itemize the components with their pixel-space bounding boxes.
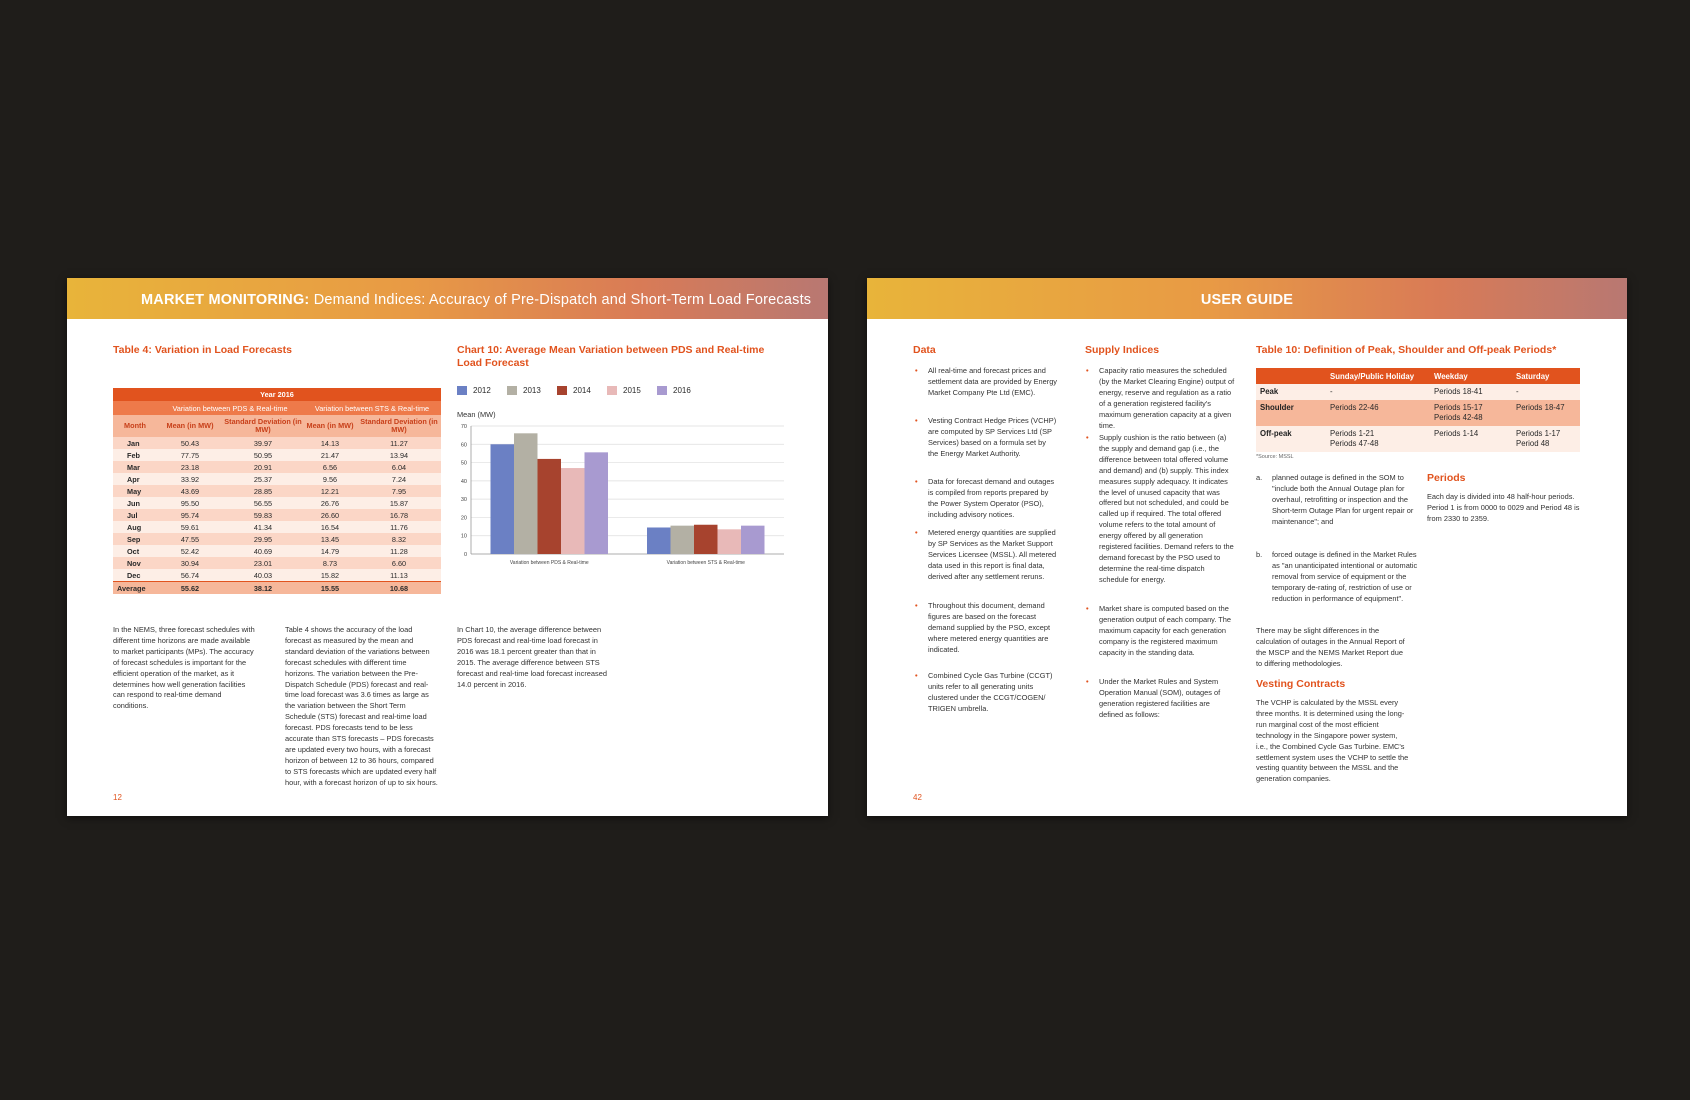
table-row	[113, 461, 441, 473]
table-group-header-sts: Variation between STS & Real-time	[303, 401, 441, 415]
table10-header	[1256, 368, 1326, 384]
period-type-cell: Shoulder	[1256, 400, 1326, 426]
y-tick-label: 0	[463, 552, 467, 558]
bullet-text: Throughout this document, demand figures are based on the forecast demand supplied by the PSO, except where metered energy quantities are indicated.	[928, 601, 1051, 654]
value-cell: 23.18	[157, 461, 223, 473]
value-cell: 39.97	[223, 437, 303, 449]
bullet-icon: •	[915, 601, 918, 610]
avg-cell: 38.12	[223, 582, 303, 595]
x-category-label: Variation between STS & Real-time	[666, 560, 745, 566]
bar-2013-pds	[514, 433, 538, 554]
y-tick-label: 70	[460, 424, 467, 430]
period-type-cell: Off-peak	[1256, 426, 1326, 452]
period-type-cell: Peak	[1256, 384, 1326, 400]
legend-item	[607, 386, 641, 395]
vesting-contracts-heading: Vesting Contracts	[1256, 678, 1346, 690]
y-tick-label: 20	[460, 515, 467, 522]
bullet-text: Vesting Contract Hedge Prices (VCHP) are computed by SP Services Ltd (SP Services) based on a formula set by the Energy Market Authority.	[928, 416, 1057, 458]
bullet-item	[1086, 604, 1235, 659]
value-cell: 13.94	[357, 449, 441, 461]
period-cell: Periods 18-47	[1512, 400, 1580, 426]
bullet-item	[1086, 433, 1235, 586]
col-header-month: Month	[113, 415, 157, 437]
table-body	[113, 437, 441, 582]
banner-title-bold: MARKET MONITORING:	[141, 292, 310, 308]
value-cell: 8.32	[357, 533, 441, 545]
bullet-icon: •	[1086, 433, 1089, 442]
chart10-title: Chart 10: Average Mean Variation between PDS and Real-time Load Forecast	[457, 344, 765, 369]
table10-header: Weekday	[1430, 368, 1512, 384]
value-cell: 43.69	[157, 485, 223, 497]
value-cell: 12.21	[303, 485, 357, 497]
periods-heading: Periods	[1427, 472, 1466, 484]
page-number: 42	[913, 793, 922, 802]
table-average-row	[113, 582, 441, 595]
bullet-item	[915, 477, 1058, 521]
month-cell: Jul	[113, 509, 157, 521]
bar-2016-sts	[741, 526, 765, 554]
period-cell: -	[1512, 384, 1580, 400]
value-cell: 7.95	[357, 485, 441, 497]
value-cell: 41.34	[223, 521, 303, 533]
value-cell: 40.03	[223, 569, 303, 582]
legend-label: 2016	[673, 386, 691, 395]
col-header-sd: Standard Deviation (in MW)	[223, 415, 303, 437]
period-cell: Periods 22-46	[1326, 400, 1430, 426]
bar-2015-pds	[561, 468, 585, 554]
value-cell: 11.76	[357, 521, 441, 533]
value-cell: 20.91	[223, 461, 303, 473]
y-tick-label: 50	[460, 460, 467, 467]
x-category-label: Variation between PDS & Real-time	[509, 560, 589, 566]
period-cell: Periods 1-21 Periods 47-48	[1326, 426, 1430, 452]
periods-text: Each day is divided into 48 half-hour periods. Period 1 is from 0000 to 0029 and Period 48 is from 2330 to 2359.	[1427, 492, 1580, 523]
value-cell: 56.74	[157, 569, 223, 582]
report-page-right	[867, 278, 1627, 816]
legend-item	[507, 386, 541, 395]
table10-header: Saturday	[1512, 368, 1580, 384]
table10-source: *Source: MSSL	[1256, 454, 1294, 460]
value-cell: 29.95	[223, 533, 303, 545]
value-cell: 26.60	[303, 509, 357, 521]
table-year-header: Year 2016	[113, 388, 441, 401]
y-tick-label: 40	[460, 478, 467, 485]
value-cell: 59.83	[223, 509, 303, 521]
table10-header: Sunday/Public Holiday	[1326, 368, 1430, 384]
value-cell: 56.55	[223, 497, 303, 509]
bullet-text: Capacity ratio measures the scheduled (by the Market Clearing Engine) output of energy, reserve and regulation as a ratio of a generation registered facility's maximum generation capacity at a given time.	[1099, 366, 1235, 430]
table-row	[113, 569, 441, 582]
month-cell: Jan	[113, 437, 157, 449]
value-cell: 6.04	[357, 461, 441, 473]
y-tick-label: 60	[460, 442, 467, 449]
bullet-item	[1086, 677, 1235, 721]
bar-2012-pds	[491, 444, 515, 554]
table4-title: Table 4: Variation in Load Forecasts	[113, 344, 292, 356]
col-header-mean: Mean (in MW)	[157, 415, 223, 437]
table4-paragraph: Table 4 shows the accuracy of the load forecast as measured by the mean and standard deviation of the variations between forecast schedules with different time horizons. The variation between the Pre-Dispatch Schedule (PDS) forecast and real-time load forecast was 3.6 times as large as the variation between the Short Term Schedule (STS) forecast and real-time load forecast. PDS forecasts tend to be less accurate than STS forecasts – PDS forecasts are updated every two hours, with a forecast horizon of between 12 to 36 hours, compared to STS forecasts which are updated every half hour, with a forecast horizon of up to six hours.	[285, 625, 438, 787]
month-cell: Aug	[113, 521, 157, 533]
col-header-sd: Standard Deviation (in MW)	[357, 415, 441, 437]
legend-label: 2015	[623, 386, 641, 395]
load-forecast-table	[113, 388, 441, 594]
chart10-paragraph: In Chart 10, the average difference between PDS forecast and real-time load forecast in 2016 was 18.1 percent greater than that in 2015. The average difference between STS forecast and real-time load forecast increased 14.0 percent in 2016.	[457, 625, 607, 689]
bullet-text: Under the Market Rules and System Operation Manual (SOM), outages of generation registered facilities are defined as follows:	[1099, 677, 1221, 719]
value-cell: 30.94	[157, 557, 223, 569]
table-row	[113, 509, 441, 521]
table10-row	[1256, 400, 1580, 426]
value-cell: 59.61	[157, 521, 223, 533]
value-cell: 11.13	[357, 569, 441, 582]
month-cell: May	[113, 485, 157, 497]
vesting-contracts-text: The VCHP is calculated by the MSSL every three months. It is determined using the long-run marginal cost of the most efficient technology in the Singapore power system, i.e., the Combined Cycle Gas Turbine. EMC's settlement system uses the VCHP to settle the vesting quantity between the MSSL and the generation companies.	[1256, 698, 1409, 784]
value-cell: 7.24	[357, 473, 441, 485]
chart-ylabel: Mean (MW)	[457, 410, 496, 419]
bullet-item	[915, 366, 1058, 399]
value-cell: 77.75	[157, 449, 223, 461]
bar-2016-pds	[585, 452, 609, 554]
legend-swatch	[457, 386, 467, 395]
legend-swatch	[557, 386, 567, 395]
table-row	[113, 473, 441, 485]
month-cell: Feb	[113, 449, 157, 461]
legend-swatch	[507, 386, 517, 395]
section-banner	[867, 278, 1627, 319]
y-tick-label: 30	[460, 497, 467, 504]
avg-cell: 55.62	[157, 582, 223, 595]
bullet-icon: •	[915, 477, 918, 486]
month-cell: Jun	[113, 497, 157, 509]
legend-item	[557, 386, 591, 395]
month-cell: Oct	[113, 545, 157, 557]
value-cell: 13.45	[303, 533, 357, 545]
table10-body	[1256, 384, 1580, 452]
value-cell: 16.78	[357, 509, 441, 521]
legend-item	[657, 386, 691, 395]
page-number: 12	[113, 793, 122, 802]
bullet-text: All real-time and forecast prices and settlement data are provided by Energy Market Company Pte Ltd (EMC).	[928, 366, 1058, 397]
table-group-header-pds: Variation between PDS & Real-time	[157, 401, 303, 415]
bullet-item	[915, 528, 1058, 583]
table-row	[113, 533, 441, 545]
legend-swatch	[607, 386, 617, 395]
avg-cell: 10.68	[357, 582, 441, 595]
bar-2013-sts	[671, 526, 695, 554]
value-cell: 6.60	[357, 557, 441, 569]
value-cell: 11.27	[357, 437, 441, 449]
banner-title-rest: Demand Indices: Accuracy of Pre-Dispatch and Short-Term Load Forecasts	[309, 292, 812, 308]
value-cell: 23.01	[223, 557, 303, 569]
legend-label: 2013	[523, 386, 541, 395]
outage-b-label: b.	[1256, 550, 1263, 559]
col-header-mean: Mean (in MW)	[303, 415, 357, 437]
value-cell: 95.74	[157, 509, 223, 521]
bullet-icon: •	[1086, 677, 1089, 686]
value-cell: 28.85	[223, 485, 303, 497]
table-row	[113, 545, 441, 557]
bullet-text: Metered energy quantities are supplied by SP Services as the Market Support Services Licensee (MSSL). All metered data used in this report is final data, derived after any settlement reruns.	[928, 528, 1057, 581]
table10-title: Table 10: Definition of Peak, Shoulder and Off-peak Periods*	[1256, 344, 1557, 356]
table-row	[113, 437, 441, 449]
value-cell: 14.79	[303, 545, 357, 557]
bullet-item	[915, 671, 1058, 715]
period-cell: Periods 1-14	[1430, 426, 1512, 452]
value-cell: 26.76	[303, 497, 357, 509]
table10-row	[1256, 426, 1580, 452]
legend-item	[457, 386, 491, 395]
month-cell: Mar	[113, 461, 157, 473]
bullet-icon: •	[915, 366, 918, 375]
value-cell: 50.43	[157, 437, 223, 449]
bar-2015-sts	[718, 529, 742, 554]
banner-title	[141, 292, 811, 308]
forced-outage-text: forced outage is defined in the Market Rules as "an unanticipated intentional or automatic removal from service of equipment or the temporary de-rating of, restriction of use or reduction in performance of equipment".	[1272, 550, 1418, 603]
legend-label: 2012	[473, 386, 491, 395]
legend-swatch	[657, 386, 667, 395]
bullet-icon: •	[915, 671, 918, 680]
bullet-text: Data for forecast demand and outages is compiled from reports prepared by the Power System Operator (PSO), including advisory notices.	[928, 477, 1055, 519]
table-row	[113, 449, 441, 461]
period-cell: Periods 18-41	[1430, 384, 1512, 400]
table-row	[113, 557, 441, 569]
bullet-text: Market share is computed based on the generation output of each company. The maximum capacity for each generation company is the registered maximum capacity in the standing data.	[1099, 604, 1232, 657]
intro-paragraph: In the NEMS, three forecast schedules with different time horizons are made available to market participants (MPs). The accuracy of forecast schedules is important for the efficient operation of the market, as it determines how well generation facilities can respond to real-time demand conditions.	[113, 625, 255, 711]
value-cell: 25.37	[223, 473, 303, 485]
bar-2014-pds	[538, 459, 562, 554]
bullet-text: Combined Cycle Gas Turbine (CCGT) units refer to all generating units clustered under the CCGT/COGEN/ TRIGEN umbrella.	[928, 671, 1053, 713]
bullet-icon: •	[915, 528, 918, 537]
table-row	[113, 521, 441, 533]
table-row	[113, 497, 441, 509]
bullet-item	[1086, 366, 1235, 431]
month-cell: Dec	[113, 569, 157, 582]
value-cell: 11.28	[357, 545, 441, 557]
period-cell: Periods 1-17 Period 48	[1512, 426, 1580, 452]
bullet-text: Supply cushion is the ratio between (a) the supply and demand gap (i.e., the difference between total offered volume and demand) and (b) supply. This index measures supply adequacy. It indicates the level of unused capacity that was offered but not scheduled, and could be called up if required. The total offered volume refers to the total amount of energy offered by all generation registered facilities. Demand refers to the demand forecast by the PSO used to determine the real-time dispatch schedule for energy.	[1099, 433, 1234, 584]
avg-label: Average	[113, 582, 157, 595]
bar-2014-sts	[694, 525, 718, 554]
banner-title: USER GUIDE	[1200, 292, 1294, 308]
value-cell: 9.56	[303, 473, 357, 485]
value-cell: 40.69	[223, 545, 303, 557]
table-corner-cell	[113, 401, 157, 415]
value-cell: 6.56	[303, 461, 357, 473]
bar-2012-sts	[647, 527, 671, 554]
outage-note: There may be slight differences in the calculation of outages in the Annual Report of the MSCP and the NEMS Market Report due to differing methodologies.	[1256, 626, 1405, 668]
period-cell: -	[1326, 384, 1430, 400]
value-cell: 95.50	[157, 497, 223, 509]
table10-row	[1256, 384, 1580, 400]
value-cell: 16.54	[303, 521, 357, 533]
table-row	[113, 485, 441, 497]
data-heading: Data	[913, 344, 936, 356]
value-cell: 47.55	[157, 533, 223, 545]
month-cell: Apr	[113, 473, 157, 485]
month-cell: Nov	[113, 557, 157, 569]
chart10-plot	[449, 420, 789, 580]
planned-outage-text: planned outage is defined in the SOM to "include both the Annual Outage plan for overhaul, retrofitting or inspection and the Short-term Outage Plan for urgent repair or maintenance"; and	[1272, 473, 1414, 526]
bullet-icon: •	[915, 416, 918, 425]
bullet-icon: •	[1086, 366, 1089, 375]
bullet-item	[915, 601, 1058, 656]
supply-indices-heading: Supply Indices	[1085, 344, 1160, 356]
y-tick-label: 10	[460, 533, 467, 540]
avg-cell: 15.55	[303, 582, 357, 595]
periods-definition-table	[1256, 368, 1580, 452]
value-cell: 33.92	[157, 473, 223, 485]
outage-a-label: a.	[1256, 473, 1263, 482]
bullet-item	[915, 416, 1058, 460]
legend-label: 2014	[573, 386, 591, 395]
bullet-icon: •	[1086, 604, 1089, 613]
period-cell: Periods 15-17 Periods 42-48	[1430, 400, 1512, 426]
value-cell: 15.82	[303, 569, 357, 582]
section-banner	[67, 278, 828, 319]
value-cell: 8.73	[303, 557, 357, 569]
value-cell: 14.13	[303, 437, 357, 449]
month-cell: Sep	[113, 533, 157, 545]
value-cell: 21.47	[303, 449, 357, 461]
report-page-left	[67, 278, 828, 816]
value-cell: 50.95	[223, 449, 303, 461]
value-cell: 15.87	[357, 497, 441, 509]
value-cell: 52.42	[157, 545, 223, 557]
